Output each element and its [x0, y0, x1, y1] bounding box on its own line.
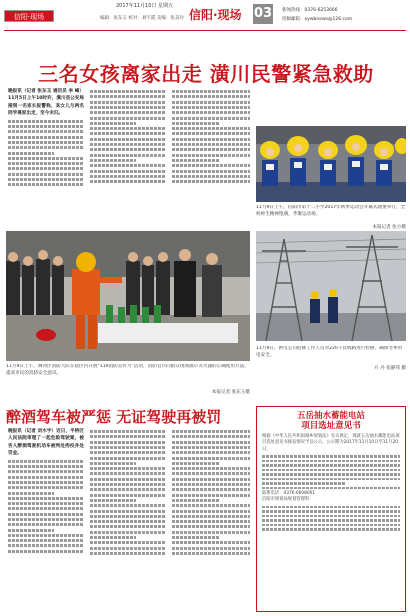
notice-intro: 根据《中华人民共和国城乡规划法》有关规定，现就五岳抽水蓄能电站项目选址意见书核发情况予以公示，公示期为2017年11月10日至11月20日。	[262, 434, 400, 452]
text-line	[8, 173, 84, 176]
power-line-photo	[256, 231, 406, 341]
text-line	[8, 167, 84, 170]
text-line	[262, 524, 400, 527]
text-line	[172, 164, 250, 167]
text-line	[262, 487, 400, 490]
text-line	[90, 483, 166, 486]
text-line	[172, 494, 250, 497]
text-line	[8, 125, 84, 128]
text-line	[90, 552, 166, 555]
text-line	[90, 106, 166, 109]
text-line	[172, 510, 250, 513]
sports-day-credit: 本报记者 张方摄	[372, 225, 406, 230]
text-line	[90, 101, 166, 104]
text-line	[172, 90, 250, 93]
text-line	[90, 531, 166, 534]
text-line	[172, 472, 250, 475]
text-line	[172, 117, 250, 120]
text-line	[172, 95, 250, 98]
text-line	[8, 486, 84, 489]
text-line	[8, 507, 84, 510]
text-line	[172, 547, 250, 550]
text-line	[172, 451, 250, 454]
text-line	[90, 547, 166, 550]
text-line	[8, 513, 84, 516]
text-line	[90, 451, 166, 454]
story2-text-fill-1	[8, 460, 84, 553]
text-line	[172, 457, 250, 460]
text-line	[172, 462, 219, 465]
text-line	[90, 138, 166, 141]
text-line	[172, 520, 250, 523]
story2-column-2	[90, 428, 166, 612]
text-line	[8, 120, 84, 123]
notice-text-fill-1	[262, 455, 400, 489]
text-line	[90, 515, 166, 518]
text-line	[8, 470, 84, 473]
story1-column-3	[172, 88, 250, 228]
text-line	[262, 460, 400, 463]
header-rule	[4, 30, 406, 31]
text-line	[8, 497, 84, 500]
text-line	[172, 138, 250, 141]
text-line	[172, 478, 250, 481]
text-line	[8, 502, 84, 505]
story2-headline: 醉酒驾车被严惩 无证驾驶再被罚	[6, 408, 222, 426]
text-line	[172, 170, 250, 173]
text-line	[8, 162, 84, 165]
sports-day-caption: 11月9日上午，信阳市第十二小学2017年秋季运动会开幕式隆重举行，全校师生精神饱满，齐聚运动场。	[256, 205, 406, 217]
story1-column-1	[8, 88, 84, 228]
text-line	[172, 531, 250, 534]
text-line	[90, 180, 166, 183]
text-line	[262, 473, 400, 476]
editors-line: 编辑：张东玉 校对：刘宇霞 美编：张美玲	[100, 16, 184, 21]
text-line	[172, 525, 250, 528]
story1-text-fill-1	[8, 120, 84, 187]
text-line	[172, 106, 250, 109]
text-line	[172, 467, 250, 470]
text-line	[172, 143, 250, 146]
text-line	[90, 143, 166, 146]
story2-column-3	[172, 428, 250, 612]
text-line	[262, 510, 400, 513]
text-line	[90, 127, 166, 130]
text-line	[172, 175, 250, 178]
fire-drill-photo	[6, 231, 250, 361]
newspaper-brand: 信阳·现场	[4, 10, 54, 22]
text-line	[8, 544, 84, 547]
public-notice-box	[256, 406, 406, 612]
story1-headline: 三名女孩离家出走 潢川民警紧急救助	[38, 62, 374, 86]
power-line-caption: 11月9日，供电公司抢修工作人员对220千伏线路进行检修，确保冬季用电安全。	[256, 346, 403, 358]
power-line-credit: 方 丹 张静伟 摄	[374, 366, 406, 371]
text-line	[172, 552, 250, 555]
text-line	[90, 90, 166, 93]
text-line	[8, 157, 84, 160]
text-line	[8, 152, 54, 155]
text-line	[262, 478, 400, 481]
sports-day-photo-art	[256, 126, 406, 202]
text-line	[90, 457, 166, 460]
text-line	[90, 175, 166, 178]
text-line	[172, 504, 250, 507]
text-line	[172, 499, 219, 502]
text-line	[90, 430, 166, 433]
text-line	[172, 430, 250, 433]
story2-column-1	[8, 428, 84, 612]
text-line	[172, 488, 250, 491]
story2-text-fill-2	[90, 430, 166, 555]
text-line	[8, 539, 84, 542]
notice-text-fill-2	[262, 506, 400, 531]
text-line	[8, 550, 84, 553]
text-line	[90, 472, 166, 475]
text-line	[90, 488, 166, 491]
fire-drill-credit: 本报记者 张东玉摄	[211, 390, 250, 395]
text-line	[172, 515, 250, 518]
page-number: 03	[253, 4, 273, 24]
story1-lead: 晚报讯（记者 张东玉 通讯员 李 峰）11月5日上午10时许，潢川县公安局接到一名家长报警称，其女儿与两名同学离家出走，至今未归。	[8, 89, 84, 117]
sports-day-photo	[256, 126, 406, 202]
text-line	[262, 455, 400, 458]
text-line	[262, 506, 400, 509]
text-line	[8, 130, 84, 133]
text-line	[8, 136, 84, 139]
issue-date: 2017年11月10日 星期五	[116, 3, 174, 9]
text-line	[90, 462, 136, 465]
text-line	[172, 154, 250, 157]
story2-text-fill-3	[172, 430, 250, 555]
text-line	[172, 446, 250, 449]
notice-address: 信阳市规划局规划管理科	[262, 497, 310, 503]
page-header	[0, 0, 410, 44]
text-line	[172, 180, 250, 183]
text-line	[8, 141, 84, 144]
notice-contact: 联系电话：0376-6608061	[262, 490, 316, 496]
story1-column-2	[90, 88, 166, 228]
text-line	[90, 95, 166, 98]
text-line	[90, 504, 166, 507]
text-line	[8, 523, 84, 526]
text-line	[262, 482, 345, 485]
text-line	[90, 122, 136, 125]
text-line	[90, 148, 166, 151]
text-line	[8, 529, 54, 532]
text-line	[172, 101, 250, 104]
text-line	[172, 441, 250, 444]
text-line	[172, 111, 250, 114]
text-line	[90, 467, 166, 470]
story1-text-fill-3	[172, 90, 250, 183]
text-line	[90, 510, 166, 513]
text-line	[172, 148, 250, 151]
text-line	[8, 178, 84, 181]
text-line	[90, 154, 166, 157]
text-line	[90, 132, 166, 135]
submission-email: 投稿邮箱：xywbnews@126.com	[282, 17, 353, 22]
text-line	[90, 111, 166, 114]
story1-text-fill-2	[90, 90, 166, 183]
story2-lead: 晚报讯（记者 刘水宇）近日，平桥区人民法院审理了一起危险驾驶案，被告人醉酒驾驶机动车被判处拘役并处罚金。	[8, 429, 84, 457]
text-line	[8, 465, 84, 468]
section-title: 信阳·现场	[189, 8, 242, 22]
text-line	[8, 534, 84, 537]
text-line	[172, 435, 250, 438]
text-line	[90, 494, 166, 497]
text-line	[90, 478, 166, 481]
notice-body	[262, 434, 400, 531]
power-line-photo-art	[256, 231, 406, 341]
text-line	[90, 525, 166, 528]
text-line	[90, 520, 166, 523]
text-line	[8, 146, 84, 149]
text-line	[8, 476, 84, 479]
text-line	[8, 518, 84, 521]
text-line	[172, 536, 219, 539]
notice-title: 五岳抽水蓄能电站	[296, 411, 365, 421]
text-line	[90, 536, 136, 539]
text-line	[172, 127, 250, 130]
fire-drill-photo-art	[6, 231, 250, 361]
text-line	[262, 464, 400, 467]
notice-subtitle: 项目选址意见书	[301, 421, 361, 431]
text-line	[90, 446, 166, 449]
text-line	[8, 183, 84, 186]
text-line	[90, 441, 166, 444]
news-hotline: 新闻热线：0376-6253666	[282, 8, 338, 13]
text-line	[8, 460, 84, 463]
text-line	[90, 117, 166, 120]
text-line	[262, 519, 400, 522]
text-line	[262, 528, 400, 531]
text-line	[172, 159, 219, 162]
text-line	[172, 541, 250, 544]
text-line	[90, 541, 166, 544]
text-line	[90, 499, 136, 502]
text-line	[90, 159, 136, 162]
text-line	[172, 483, 250, 486]
text-line	[90, 435, 166, 438]
text-line	[90, 170, 166, 173]
text-line	[262, 515, 400, 518]
text-line	[8, 492, 54, 495]
text-line	[172, 122, 219, 125]
fire-drill-caption: 11月9日上午，浉河区消防大队在辖区内开展“119消防宣传月”活动，消防官兵向群众现场演示灭火器的正确使用方法，提高市民的消防安全意识。	[6, 364, 249, 376]
text-line	[262, 469, 400, 472]
text-line	[172, 132, 250, 135]
text-line	[8, 481, 84, 484]
text-line	[90, 164, 166, 167]
